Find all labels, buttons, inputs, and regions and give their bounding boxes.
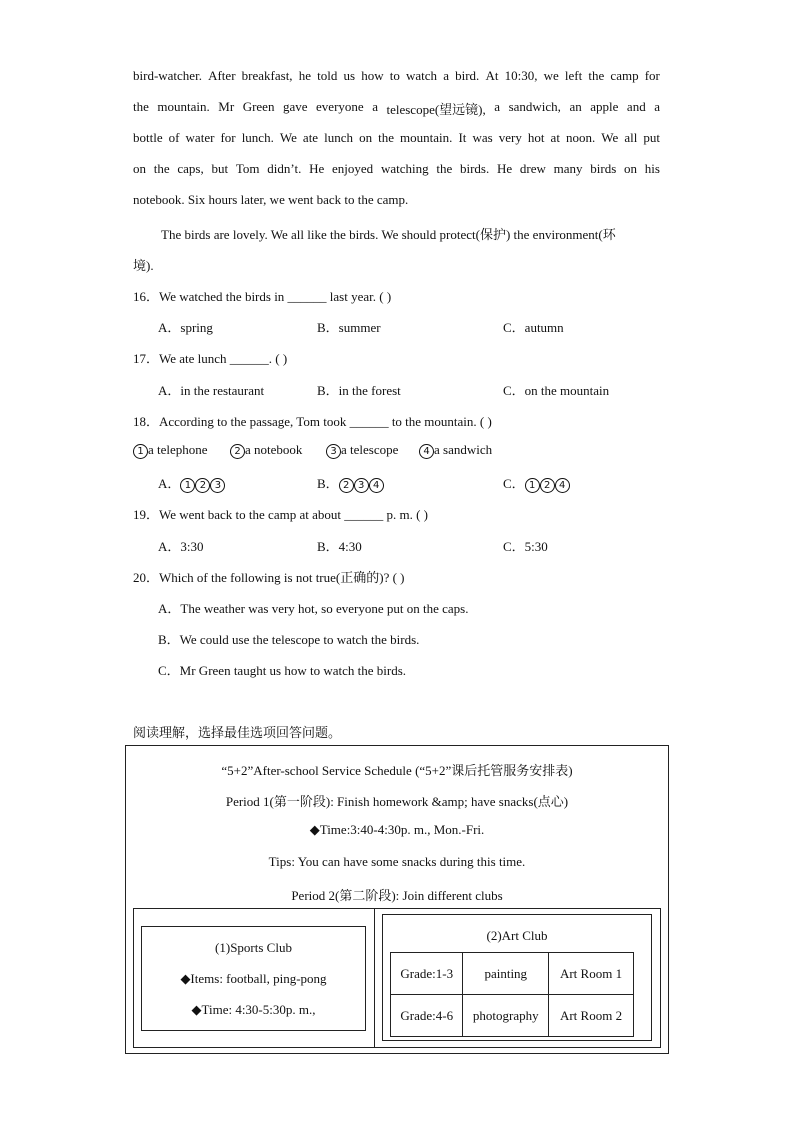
word: of — [168, 130, 180, 145]
q18-item-2: 2 a notebook — [230, 442, 302, 459]
circled-number: 4 — [369, 478, 384, 493]
word: ate — [302, 130, 319, 145]
word: birds — [590, 161, 617, 176]
table-cell: painting — [463, 953, 549, 995]
q16-option-b[interactable]: B．summer — [317, 320, 381, 335]
passage-line-5: notebook. Six hours later, we went back to the camp. — [133, 192, 409, 207]
word: noon. — [565, 130, 596, 145]
word: the — [378, 130, 394, 145]
section-heading: 阅读理解，选择最佳选项回答问题。 — [133, 725, 342, 740]
q19-option-c[interactable]: C．5:30 — [503, 539, 548, 554]
q18-option-c[interactable]: C． 1 2 4 — [503, 473, 570, 493]
word: was — [472, 130, 493, 145]
word: bird. — [455, 68, 480, 83]
word: we — [543, 68, 559, 83]
sports-club-time: ◆Time: 4:30-5:30p. m., — [191, 1002, 316, 1017]
word: Mr — [218, 99, 235, 114]
word: We — [601, 130, 619, 145]
passage-line-2 — [133, 99, 660, 118]
word: didn’t. — [267, 161, 302, 176]
word: birds. — [459, 161, 490, 176]
word: an — [569, 99, 582, 114]
q17-option-a[interactable]: A．in the restaurant — [158, 383, 265, 398]
passage-line-1 — [133, 68, 660, 84]
word: He — [309, 161, 325, 176]
passage-last-paragraph-line-2: 境). — [133, 258, 154, 273]
q16-option-a[interactable]: A．spring — [158, 320, 213, 335]
word: put — [643, 130, 660, 145]
word: how — [361, 68, 384, 83]
q20-option-c[interactable]: C．Mr Green taught us how to watch the birds. — [158, 663, 407, 678]
circled-number: 2 — [195, 478, 210, 493]
word: the — [133, 99, 149, 114]
table-cell: Grade:4-6 — [391, 995, 463, 1037]
question-20-stem: 20．Which of the following is not true(正确的)? ( ) — [133, 570, 405, 585]
circled-number: 3 — [354, 478, 369, 493]
word: the — [588, 68, 605, 83]
word: all — [624, 130, 638, 145]
word: left — [564, 68, 583, 83]
question-16-stem: 16．We watched the birds in ______ last year. ( ) — [133, 289, 392, 304]
word: but — [211, 161, 229, 176]
word: We — [279, 130, 297, 145]
word: caps, — [177, 161, 204, 176]
q17-option-c[interactable]: C．on the mountain — [503, 383, 610, 398]
sports-club-items: ◆Items: football, ping-pong — [180, 971, 327, 986]
word: a — [443, 68, 449, 83]
art-club-title: (2)Art Club — [486, 928, 548, 943]
table-cell: Art Room 1 — [549, 953, 634, 995]
word: water — [185, 130, 215, 145]
word: us — [343, 68, 356, 83]
circled-number: 1 — [180, 478, 195, 493]
q18-option-a[interactable]: A． 1 2 3 — [158, 473, 225, 493]
word: watching — [380, 161, 429, 176]
circled-number: 1 — [133, 444, 148, 459]
question-18-stem: 18．According to the passage, Tom took ______ to the mountain. ( ) — [133, 414, 492, 429]
word: very — [498, 130, 522, 145]
word: 10:30, — [504, 68, 538, 83]
table-cell: Art Room 2 — [549, 995, 634, 1037]
word: on — [133, 161, 146, 176]
word: lunch — [324, 130, 354, 145]
word: and — [626, 99, 646, 114]
circled-number: 3 — [326, 444, 341, 459]
word: telescope(望远镜), — [386, 102, 486, 117]
q18-item-3: 3 a telescope — [326, 442, 398, 459]
word: sandwich, — [508, 99, 561, 114]
word: lunch. — [241, 130, 274, 145]
word: bird-watcher. — [133, 68, 202, 83]
circled-number: 3 — [210, 478, 225, 493]
word: on — [359, 130, 373, 145]
word: camp — [610, 68, 639, 83]
word: apple — [590, 99, 619, 114]
word: bottle — [133, 130, 163, 145]
word: mountain. — [157, 99, 210, 114]
word: After — [208, 68, 236, 83]
q18-item-1: 1 a telephone — [133, 442, 208, 459]
table-cell: photography — [463, 995, 549, 1037]
passage-line-4 — [133, 161, 660, 177]
word: he — [298, 68, 311, 83]
passage-last-paragraph-line-1: The birds are lovely. We all like the birds. We should protect(保护) the environment(环 — [161, 227, 616, 242]
q19-option-b[interactable]: B．4:30 — [317, 539, 362, 554]
word: enjoyed — [332, 161, 374, 176]
word: a — [654, 99, 660, 114]
word: It — [458, 130, 467, 145]
circled-number: 2 — [339, 478, 354, 493]
q20-option-a[interactable]: A．The weather was very hot, so everyone put on the caps. — [158, 601, 469, 616]
word: breakfast, — [241, 68, 293, 83]
circled-number: 2 — [540, 478, 555, 493]
word: for — [220, 130, 236, 145]
word: a — [494, 99, 501, 114]
passage-line-3 — [133, 130, 660, 146]
table-row — [391, 995, 634, 1037]
word: At — [485, 68, 499, 83]
schedule-title: “5+2”After-school Service Schedule (“5+2”课后托管服务安排表) — [221, 763, 573, 778]
word: on — [624, 161, 638, 176]
q19-option-a[interactable]: A．3:30 — [158, 539, 204, 554]
period-1-time: ◆Time:3:40-4:30p. m., Mon.-Fri. — [309, 822, 485, 837]
circled-number: 1 — [525, 478, 540, 493]
word: the — [153, 161, 170, 176]
circled-number: 2 — [230, 444, 245, 459]
q18-option-b[interactable]: B． 2 3 4 — [317, 473, 384, 493]
q20-option-b[interactable]: B．We could use the telescope to watch the birds. — [158, 632, 420, 647]
question-17-stem: 17．We ate lunch ______. ( ) — [133, 351, 288, 366]
word: drew — [519, 161, 546, 176]
word: watch — [406, 68, 438, 83]
q16-option-c[interactable]: C．autumn — [503, 320, 564, 335]
table-cell: Grade:1-3 — [391, 953, 463, 995]
art-club-table — [390, 952, 634, 1037]
word: to — [389, 68, 400, 83]
word: his — [644, 161, 660, 176]
clubs-divider — [374, 908, 375, 1048]
period-1: Period 1(第一阶段): Finish homework &amp; have snacks(点心) — [225, 794, 569, 809]
word: told — [317, 68, 338, 83]
word: everyone — [316, 99, 364, 114]
word: many — [553, 161, 583, 176]
q18-item-4: 4 a sandwich — [419, 442, 492, 459]
word: He — [496, 161, 513, 176]
word: mountain. — [400, 130, 453, 145]
q17-option-b[interactable]: B．in the forest — [317, 383, 401, 398]
question-19-stem: 19．We went back to the camp at about ______ p. m. ( ) — [133, 507, 428, 522]
word: Green — [242, 99, 275, 114]
word: for — [644, 68, 660, 83]
table-row — [391, 953, 634, 995]
word: a — [372, 99, 378, 114]
word: the — [436, 161, 453, 176]
word: gave — [282, 99, 308, 114]
word: Tom — [235, 161, 260, 176]
word: at — [550, 130, 560, 145]
period-2: Period 2(第二阶段): Join different clubs — [291, 888, 503, 903]
word: hot — [527, 130, 545, 145]
circled-number: 4 — [419, 444, 434, 459]
tips: Tips: You can have some snacks during this time. — [268, 854, 526, 869]
circled-number: 4 — [555, 478, 570, 493]
sports-club-title: (1)Sports Club — [215, 940, 292, 955]
